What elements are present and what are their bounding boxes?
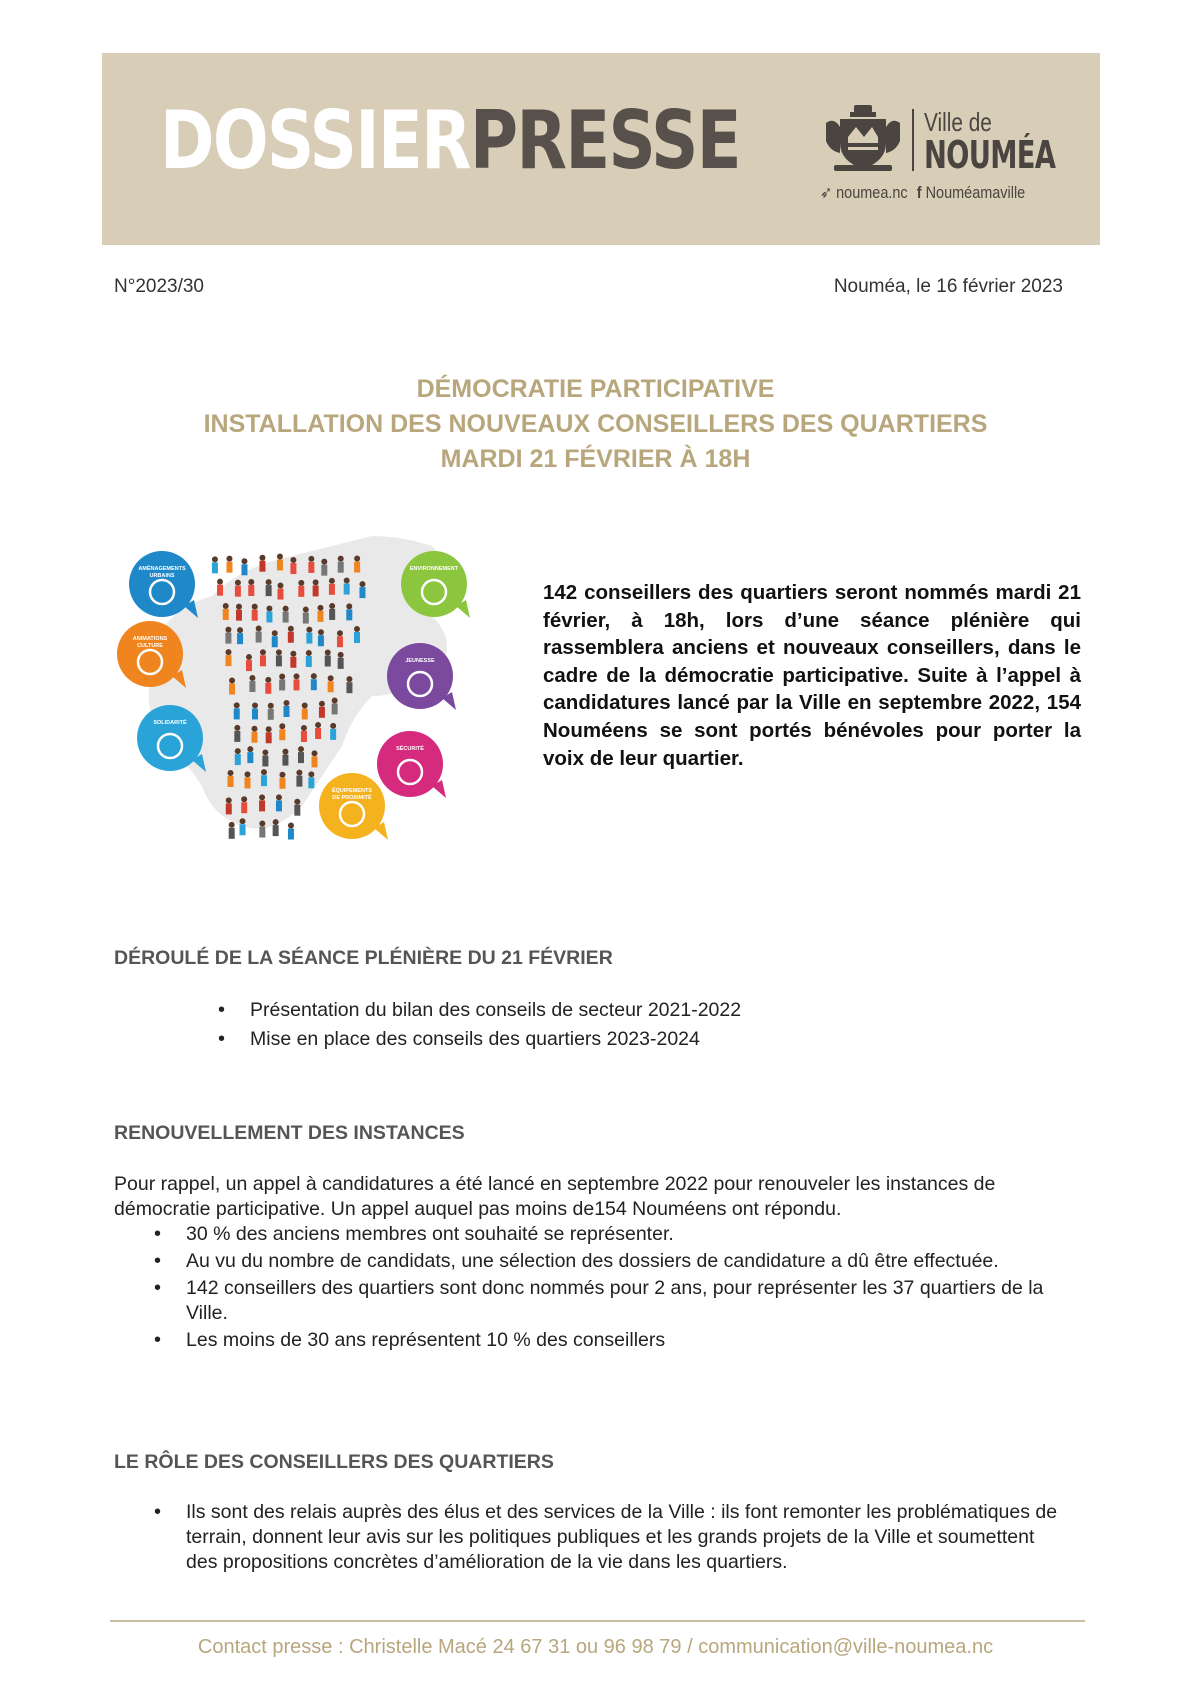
person-head — [288, 823, 294, 829]
person-body — [298, 752, 304, 763]
list-item: • 142 conseillers des quartiers sont donc nommés pour 2 ans, pour représenter les 37 quartiers de la Ville. — [186, 1276, 1056, 1326]
theme-badge — [129, 551, 198, 618]
person-body — [226, 562, 232, 573]
badge-circle — [319, 773, 385, 839]
map-people-illustration — [92, 526, 532, 896]
badge-label: ANIMATIONS — [132, 636, 168, 642]
person-head — [265, 677, 271, 683]
person-body — [279, 778, 285, 789]
person-head — [308, 556, 314, 562]
person-body — [252, 610, 258, 621]
person-body — [268, 709, 274, 720]
badge-label: DE PROXIMITÉ — [332, 795, 372, 801]
badge-circle — [401, 551, 467, 617]
person-head — [276, 649, 282, 655]
person-body — [359, 587, 365, 598]
person-body — [262, 755, 268, 766]
person-body — [298, 586, 304, 597]
person-head — [313, 579, 319, 585]
person-head — [234, 725, 240, 731]
headline-line-2: INSTALLATION DES NOUVEAUX CONSEILLERS DES QUARTIERS — [203, 410, 988, 438]
footer-divider — [110, 1620, 1085, 1622]
person-head — [229, 822, 235, 828]
person-body — [306, 656, 312, 667]
person-head — [226, 797, 232, 803]
person-body — [249, 681, 255, 692]
person-head — [279, 673, 285, 679]
person-head — [266, 579, 272, 585]
person-head — [247, 746, 253, 752]
person-body — [290, 657, 296, 668]
person-head — [248, 579, 254, 585]
person-body — [313, 585, 319, 596]
person-head — [268, 703, 274, 709]
person-body — [315, 728, 321, 739]
press-banner — [102, 53, 1100, 245]
person-head — [308, 771, 314, 777]
person-body — [228, 776, 234, 787]
person-head — [283, 700, 289, 706]
person-head — [225, 627, 231, 633]
lead-paragraph: 142 conseillers des quartiers seront nommés mardi 21 février, à 18h, lors d’une séance plénière qui rassemblera anciens et nouveaux conseillers, dans le cadre de la démocratie participative. Suite à l’appel à candidatures lancé par la Ville en septembre 2022, 154 Nouméens se sont portés bénévoles pour porter la voix de leur quartier. — [543, 581, 1081, 770]
person-head — [266, 726, 272, 732]
person-body — [325, 656, 331, 667]
badge-circle — [377, 731, 443, 797]
logo-separator — [912, 109, 914, 171]
list-item: • Ils sont des relais auprès des élus et des services de la Ville : ils font remonter les problématiques de terrain, donnent leur avis sur les politiques publiques et les grands projets de la Ville et soumettent des propositions concrètes d’amélioration de la vie dans les quartiers. — [186, 1500, 1066, 1575]
person-body — [330, 729, 336, 740]
person-head — [260, 649, 266, 655]
person-head — [298, 580, 304, 586]
person-head — [246, 654, 252, 660]
list-item: • Mise en place des conseils des quartiers 2023-2024 — [250, 1027, 1100, 1052]
person-head — [273, 819, 279, 825]
person-head — [212, 556, 218, 562]
facebook-icon: f — [916, 183, 922, 202]
person-head — [226, 556, 232, 562]
person-body — [266, 732, 272, 743]
person-head — [277, 583, 283, 589]
person-body — [259, 561, 265, 572]
person-body — [301, 731, 307, 742]
badge-label: AMÉNAGEMENTS — [138, 566, 186, 572]
headline — [0, 372, 1191, 477]
person-head — [329, 578, 335, 584]
list-item: • Au vu du nombre de candidats, une sélection des dossiers de candidature a dû être effectuée. — [186, 1249, 1056, 1274]
person-body — [241, 564, 247, 575]
person-head — [306, 650, 312, 656]
person-head — [266, 605, 272, 611]
person-head — [240, 818, 246, 824]
person-head — [217, 579, 223, 585]
logo-website-link[interactable]: noumea.nc — [836, 183, 908, 202]
person-body — [308, 562, 314, 573]
person-head — [262, 749, 268, 755]
person-body — [293, 679, 299, 690]
person-body — [354, 632, 360, 643]
person-body — [296, 776, 302, 787]
person-head — [294, 799, 300, 805]
badge-circle — [117, 621, 183, 687]
person-body — [240, 824, 246, 835]
person-body — [235, 586, 241, 597]
person-head — [359, 581, 365, 587]
person-body — [282, 755, 288, 766]
deroule-list — [250, 998, 1100, 1052]
person-body — [338, 562, 344, 573]
renouvellement-intro: Pour rappel, un appel à candidatures a été lancé en septembre 2022 pour renouveler les instances de démocratie participative. Un appel auquel pas moins de154 Nouméens ont répondu. — [114, 1173, 996, 1220]
person-body — [338, 658, 344, 669]
press-release-number: N°2023/30 — [114, 276, 204, 297]
person-head — [317, 605, 323, 611]
badge-label: ENVIRONNEMENT — [409, 566, 459, 572]
person-body — [217, 585, 223, 596]
badge-label: ÉQUIPEMENTS — [331, 788, 373, 794]
role-list — [186, 1500, 1066, 1575]
person-head — [282, 749, 288, 755]
person-body — [294, 805, 300, 816]
send-icon: ➶ — [820, 183, 833, 202]
person-body — [276, 800, 282, 811]
person-head — [272, 630, 278, 636]
person-head — [223, 603, 229, 609]
person-body — [354, 562, 360, 573]
renouvellement-list — [186, 1222, 1056, 1355]
person-body — [256, 632, 262, 643]
person-body — [252, 732, 258, 743]
person-head — [301, 725, 307, 731]
person-head — [228, 770, 234, 776]
person-head — [312, 750, 318, 756]
person-body — [236, 610, 242, 621]
person-head — [315, 722, 321, 728]
person-head — [252, 702, 258, 708]
person-head — [277, 553, 283, 559]
person-head — [306, 627, 312, 633]
city-crest-icon — [820, 103, 906, 175]
person-head — [337, 630, 343, 636]
person-body — [308, 777, 314, 788]
person-body — [283, 706, 289, 717]
city-logo — [820, 103, 1060, 203]
person-body — [234, 731, 240, 742]
theme-badge — [319, 773, 388, 840]
person-body — [328, 681, 334, 692]
badge-label: SÉCURITÉ — [396, 746, 424, 752]
person-head — [328, 675, 334, 681]
person-body — [302, 708, 308, 719]
badge-label: CULTURE — [137, 643, 163, 649]
person-head — [293, 673, 299, 679]
person-body — [346, 609, 352, 620]
person-head — [234, 702, 240, 708]
person-body — [237, 633, 243, 644]
person-head — [259, 821, 265, 827]
person-body — [266, 585, 272, 596]
person-head — [288, 626, 294, 632]
person-head — [338, 652, 344, 658]
headline-line-1: DÉMOCRATIE PARTICIPATIVE — [416, 375, 775, 403]
person-head — [241, 558, 247, 564]
person-body — [212, 562, 218, 573]
person-head — [330, 723, 336, 729]
person-body — [290, 563, 296, 574]
person-head — [346, 676, 352, 682]
badge-circle — [137, 705, 203, 771]
person-head — [303, 607, 309, 613]
person-head — [279, 772, 285, 778]
person-head — [338, 556, 344, 562]
person-head — [245, 771, 251, 777]
list-item: • Présentation du bilan des conseils de secteur 2021-2022 — [250, 998, 1100, 1023]
press-release-date: Nouméa, le 16 février 2023 — [833, 276, 1063, 297]
theme-badge — [401, 551, 470, 618]
person-body — [288, 829, 294, 840]
person-head — [225, 649, 231, 655]
person-head — [354, 626, 360, 632]
person-head — [229, 678, 235, 684]
person-body — [273, 825, 279, 836]
person-head — [249, 675, 255, 681]
person-body — [266, 611, 272, 622]
banner-title-dossier: DOSSIER — [160, 94, 471, 187]
person-body — [265, 683, 271, 694]
person-body — [321, 565, 327, 576]
person-body — [276, 655, 282, 666]
person-head — [298, 746, 304, 752]
person-body — [277, 589, 283, 600]
person-body — [283, 612, 289, 623]
person-body — [272, 636, 278, 647]
person-body — [261, 775, 267, 786]
person-head — [321, 559, 327, 565]
person-body — [235, 754, 241, 765]
section-title-deroule: DÉROULÉ DE LA SÉANCE PLÉNIÈRE DU 21 FÉVRIER — [114, 947, 613, 969]
theme-badge — [377, 731, 446, 798]
person-body — [225, 633, 231, 644]
person-body — [306, 633, 312, 644]
logo-links — [820, 183, 1025, 203]
person-head — [311, 673, 317, 679]
person-head — [296, 770, 302, 776]
list-item: • Les moins de 30 ans représentent 10 % des conseillers — [186, 1328, 1056, 1353]
person-body — [246, 660, 252, 671]
person-body — [245, 777, 251, 788]
person-body — [332, 703, 338, 714]
person-body — [229, 828, 235, 839]
person-head — [318, 629, 324, 635]
person-body — [252, 708, 258, 719]
headline-line-3: MARDI 21 FÉVRIER À 18H — [440, 445, 751, 473]
person-body — [247, 752, 253, 763]
person-head — [252, 726, 258, 732]
person-body — [259, 827, 265, 838]
person-head — [279, 723, 285, 729]
person-head — [235, 580, 241, 586]
person-body — [223, 609, 229, 620]
person-body — [337, 636, 343, 647]
person-body — [311, 679, 317, 690]
person-head — [276, 794, 282, 800]
person-head — [261, 769, 267, 775]
section-title-role: LE RÔLE DES CONSEILLERS DES QUARTIERS — [114, 1451, 554, 1473]
person-body — [303, 613, 309, 624]
person-head — [259, 555, 265, 561]
person-body — [277, 559, 283, 570]
person-body — [329, 584, 335, 595]
person-head — [344, 578, 350, 584]
person-head — [283, 606, 289, 612]
person-body — [260, 655, 266, 666]
logo-social-link[interactable]: Nouméamaville — [925, 183, 1026, 202]
section-title-renouvellement: RENOUVELLEMENT DES INSTANCES — [114, 1122, 465, 1144]
person-head — [237, 627, 243, 633]
person-body — [279, 729, 285, 740]
person-body — [225, 655, 231, 666]
footer-contact: Contact presse : Christelle Macé 24 67 31 ou 96 98 79 / communication@ville-noumea.nc — [197, 1636, 994, 1658]
person-head — [259, 794, 265, 800]
person-body — [288, 632, 294, 643]
person-body — [319, 707, 325, 718]
person-head — [256, 626, 262, 632]
person-head — [325, 650, 331, 656]
person-body — [279, 679, 285, 690]
person-head — [290, 557, 296, 563]
person-head — [236, 604, 242, 610]
badge-label: URBAINS — [149, 573, 175, 579]
badge-label: JEUNESSE — [405, 658, 435, 664]
person-head — [354, 556, 360, 562]
person-body — [259, 800, 265, 811]
badge-circle — [387, 643, 453, 709]
person-body — [317, 611, 323, 622]
person-body — [329, 609, 335, 620]
logo-city-name: NOUMÉA — [924, 133, 1056, 177]
badge-label: SOLIDARITÉ — [153, 720, 187, 726]
person-body — [226, 803, 232, 814]
person-body — [248, 585, 254, 596]
participation-illustration — [92, 526, 532, 896]
badge-circle — [129, 551, 195, 617]
person-head — [319, 701, 325, 707]
banner-title — [160, 94, 740, 187]
person-head — [329, 603, 335, 609]
person-head — [241, 796, 247, 802]
person-body — [229, 684, 235, 695]
person-head — [332, 697, 338, 703]
logo-ville-label: Ville de — [924, 107, 992, 137]
person-head — [252, 604, 258, 610]
person-head — [346, 603, 352, 609]
person-body — [241, 802, 247, 813]
person-body — [318, 635, 324, 646]
person-body — [346, 682, 352, 693]
person-body — [234, 708, 240, 719]
person-body — [344, 584, 350, 595]
person-body — [312, 756, 318, 767]
person-head — [302, 702, 308, 708]
person-head — [290, 651, 296, 657]
list-item: • 30 % des anciens membres ont souhaité se représenter. — [186, 1222, 1056, 1247]
banner-title-presse: PRESSE — [470, 94, 740, 187]
person-head — [235, 748, 241, 754]
